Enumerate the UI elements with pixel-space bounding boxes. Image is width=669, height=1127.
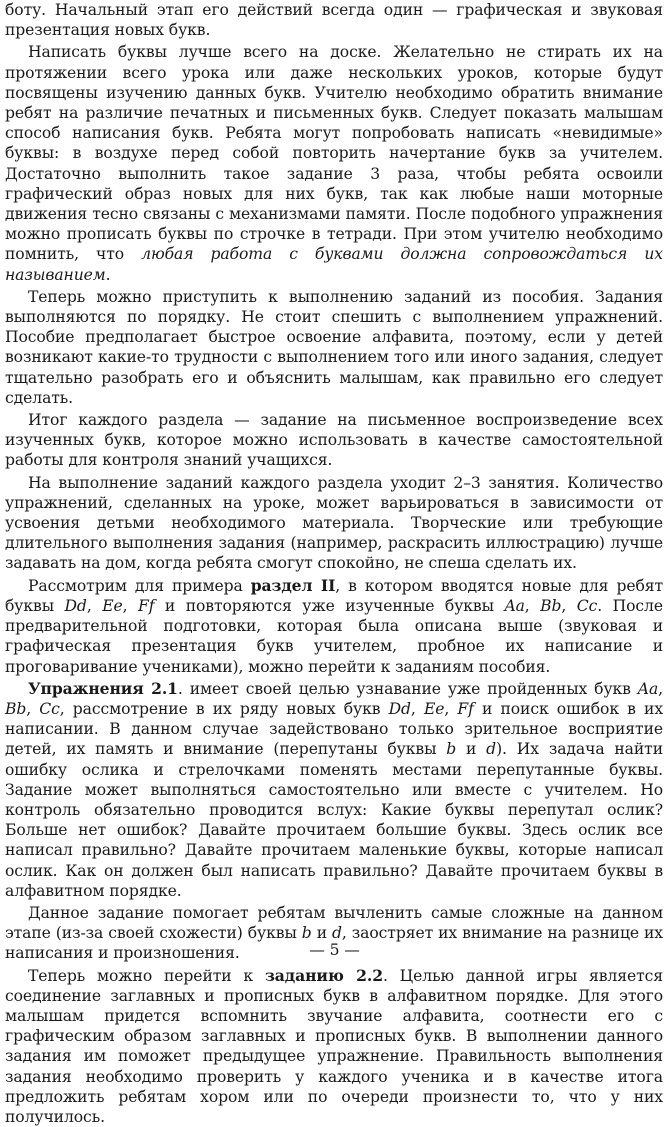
bold-text: заданию 2.2 [264, 965, 383, 985]
paragraph [5, 679, 663, 901]
text-run: , [122, 596, 138, 615]
italic-text: b [446, 740, 457, 759]
italic-text: Dd [388, 699, 411, 718]
text-run: и поиск ошибок в их написании. В данном случае задействовано только зрительное восприятие детей, их память и внимание (перепутаны буквы [5, 699, 664, 759]
text-run: . имеет своей целью узнавание уже пройденных букв [177, 679, 638, 698]
text-run: . [105, 265, 111, 284]
italic-text: любая работа с буквами должна сопровождаться их называнием [5, 245, 663, 284]
text-run: ). Их задача найти ошибку ослика и стрелочками поменять местами перепутанные буквы. Задание может выполняться самостоятельно или вместе с учителем. Но контроль обязательно проводится вслух: Какие буквы перепутал ослик? Больше нет ошибок? Давайте прочитаем большие буквы. Здесь ослик все написал правильно? Давайте прочитаем маленькие буквы, которые написал ослик. Как он должен был написать правильно? Давайте прочитаем буквы в алфавитном порядке. [5, 740, 663, 900]
text-run: , [410, 699, 424, 718]
text-run: и [456, 740, 487, 759]
italic-text: Dd [64, 596, 87, 615]
text-run: , [444, 699, 458, 718]
italic-text: Aa [504, 596, 525, 615]
text-run: , [86, 596, 103, 615]
text-run: , [658, 679, 663, 698]
italic-text: Cc [576, 596, 598, 615]
text-run: , заостряет их внимание на разнице их написания и произношения. [5, 924, 664, 963]
italic-text: Ff [457, 699, 474, 718]
italic-text: d [332, 924, 342, 943]
text-run: и [311, 924, 333, 943]
text-run: Теперь можно приступить к выполнению заданий из пособия. Задания выполняются по порядку. Не стоит спешить с выполнением упражнений. Пособие предполагает быстрое освоение алфавита, поэтому, если у детей возникают какие-то трудности с выполнением того или иного задания, следует тщательно разобрать его и объяснить малышам, как правильно его следует сделать. [5, 287, 663, 407]
paragraph [5, 410, 663, 471]
paragraph [5, 42, 663, 284]
text-run: , [26, 699, 40, 718]
text-run: боту. Начальный этап его действий всегда один — графическая и звуковая презентация новых букв. [5, 1, 663, 40]
text-run: и повторяются уже изученные буквы [154, 596, 505, 615]
text-run: На выполнение заданий каждого раздела уходит 2–3 занятия. Количество упражнений, сделанных на уроке, может варьироваться в зависимости от усвоения детьми необходимого материала. Творческие или требующие длительного выполнения задания (например, раскрасить иллюстрацию) лучше задавать на дом, когда ребята смогут спокойно, не спеша сделать их. [5, 473, 663, 573]
text-run: Данное задание помогает ребятам вычленить самые сложные на данном этапе (из-за своей схожести) буквы [5, 903, 663, 943]
paragraph [5, 473, 663, 574]
text-run: , рассмотрение в их ряду новых букв [59, 699, 389, 718]
paragraph [5, 287, 663, 408]
text-run: Рассмотрим для примера [28, 576, 251, 595]
text-run: Теперь можно перейти к [28, 966, 265, 985]
italic-text: b [301, 924, 312, 943]
italic-text: Bb [540, 596, 562, 615]
text-run: . Целью данной игры является соединение заглавных и прописных букв в алфавитном порядке. Для этого малышам придется вспомнить звучание алфавита, соотнести его с графическим образом заглавных и прописных букв. В выполнении данного задания им поможет предыдущее упражнение. Правильность выполнения задания необходимо проверить у каждого ученика и в качестве итога предложить ребятам хором или по очереди произнести то, что у них получилось. [5, 966, 664, 1126]
text-run: Написать буквы лучше всего на доске. Желательно не стирать их на протяжении всего урока или даже нескольких уроков, которые будут посвящены изучению данных букв. Учителю необходимо обратить внимание ребят на различие печатных и письменных букв. Следует показать малышам способ написания букв. Ребята могут попробовать написать «невидимые» буквы: в воздухе перед собой повторить начертание букв за учителем. Достаточно выполнить такое задание 3 раза, чтобы ребята освоили графический образ новых для них букв, так как любые наши моторные движения тесно связаны с механизмами памяти. После подобного упражнения можно прописать буквы по строчке в тетради. При этом учителю необходимо помнить, что [5, 43, 663, 264]
italic-text: Ff [137, 596, 155, 615]
bold-text: раздел II [250, 575, 336, 595]
italic-text: Ee [423, 699, 445, 718]
bold-text: Упражнения 2.1 [28, 678, 178, 698]
text-run: , [561, 596, 577, 615]
text-run: , [524, 596, 541, 615]
text-run: . После предварительной подготовки, которая была описана выше (звуковая и графическая презентация букв учителем, пробное их написание и проговаривание учениками), можно перейти к заданиям пособия. [5, 596, 663, 676]
text-run: , в котором вводятся новые для ребят буквы [5, 576, 664, 615]
italic-text: Aa [637, 679, 659, 698]
page-number: — 5 — [309, 941, 360, 959]
paragraph [5, 576, 663, 677]
paragraph [5, 0, 663, 40]
italic-text: Cc [39, 699, 60, 718]
text-run: Итог каждого раздела — задание на письменное воспроизведение всех изученных букв, которое можно использовать в качестве самостоятельной работы для контроля знаний учащихся. [5, 411, 663, 470]
paragraph [5, 966, 663, 1127]
italic-text: Ee [102, 596, 123, 615]
italic-text: Bb [5, 699, 27, 718]
italic-text: d [486, 740, 497, 759]
